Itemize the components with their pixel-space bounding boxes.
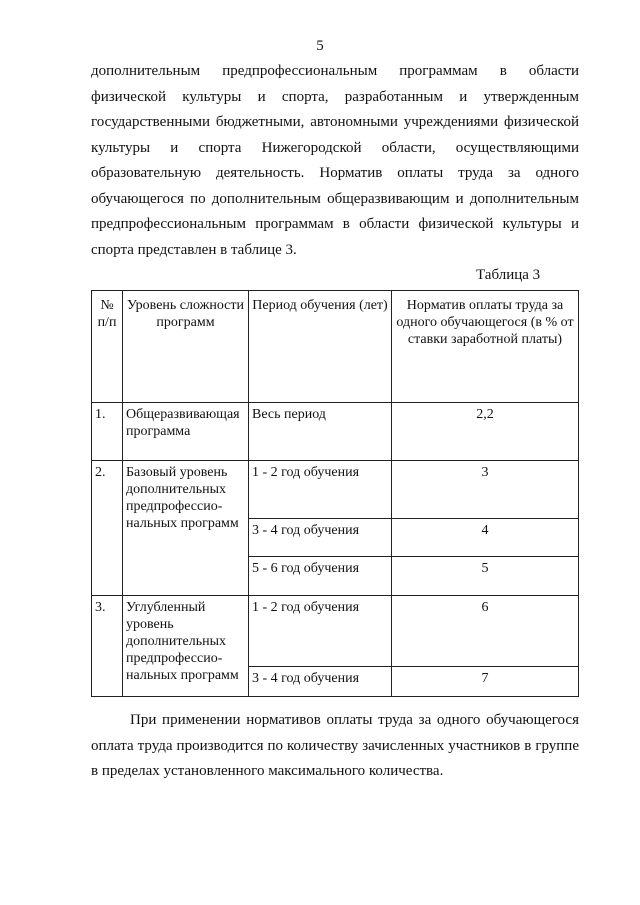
table-row [92,461,579,519]
table-row [92,596,579,667]
header-level: Уровень сложности программ [123,291,249,403]
table-caption: Таблица 3 [476,267,541,283]
row-value: 5 [392,557,579,596]
row-number: 2. [92,461,123,596]
header-norm: Норматив оплаты труда за одного обучающегося (в % от ставки заработной платы) [392,291,579,403]
row-period: 3 - 4 год обучения [249,667,392,697]
header-period: Период обучения (лет) [249,291,392,403]
row-number: 1. [92,403,123,461]
page-number: 5 [316,38,324,54]
body-paragraph-conclusion: При применении нормативов оплаты труда за одного обучающегося оплата труда производится по количеству зачисленных участников в группе в пределах установленного максимального количества. [91,712,579,779]
body-paragraph-intro: дополнительным предпрофессиональным программам в области физической культуры и спорта, разработанным и утвержденным государственными бюджетными, автономными учреждениями физической культуры и спорта Нижегородской области, осуществляющими образовательную деятельность. Норматив оплаты труда за одного обучающегося по дополнительным общеразвивающим и дополнительным предпрофессиональным программам в области физической культуры и спорта представлен в таблице 3. [91,63,579,258]
row-period: 5 - 6 год обучения [249,557,392,596]
row-period: 1 - 2 год обучения [249,461,392,519]
row-period: Весь период [249,403,392,461]
norms-table [91,290,579,697]
table-row [92,403,579,461]
row-value: 3 [392,461,579,519]
table-header-row [92,291,579,403]
row-level: Базовый уровень дополнительных предпрофессио-нальных программ [123,461,249,596]
row-value: 6 [392,596,579,667]
row-period: 1 - 2 год обучения [249,596,392,667]
header-number: № п/п [92,291,123,403]
row-level: Общеразвивающая программа [123,403,249,461]
row-value: 4 [392,519,579,557]
row-value: 2,2 [392,403,579,461]
row-period: 3 - 4 год обучения [249,519,392,557]
row-number: 3. [92,596,123,697]
row-level: Углубленный уровень дополнительных предпрофессио-нальных программ [123,596,249,697]
row-value: 7 [392,667,579,697]
